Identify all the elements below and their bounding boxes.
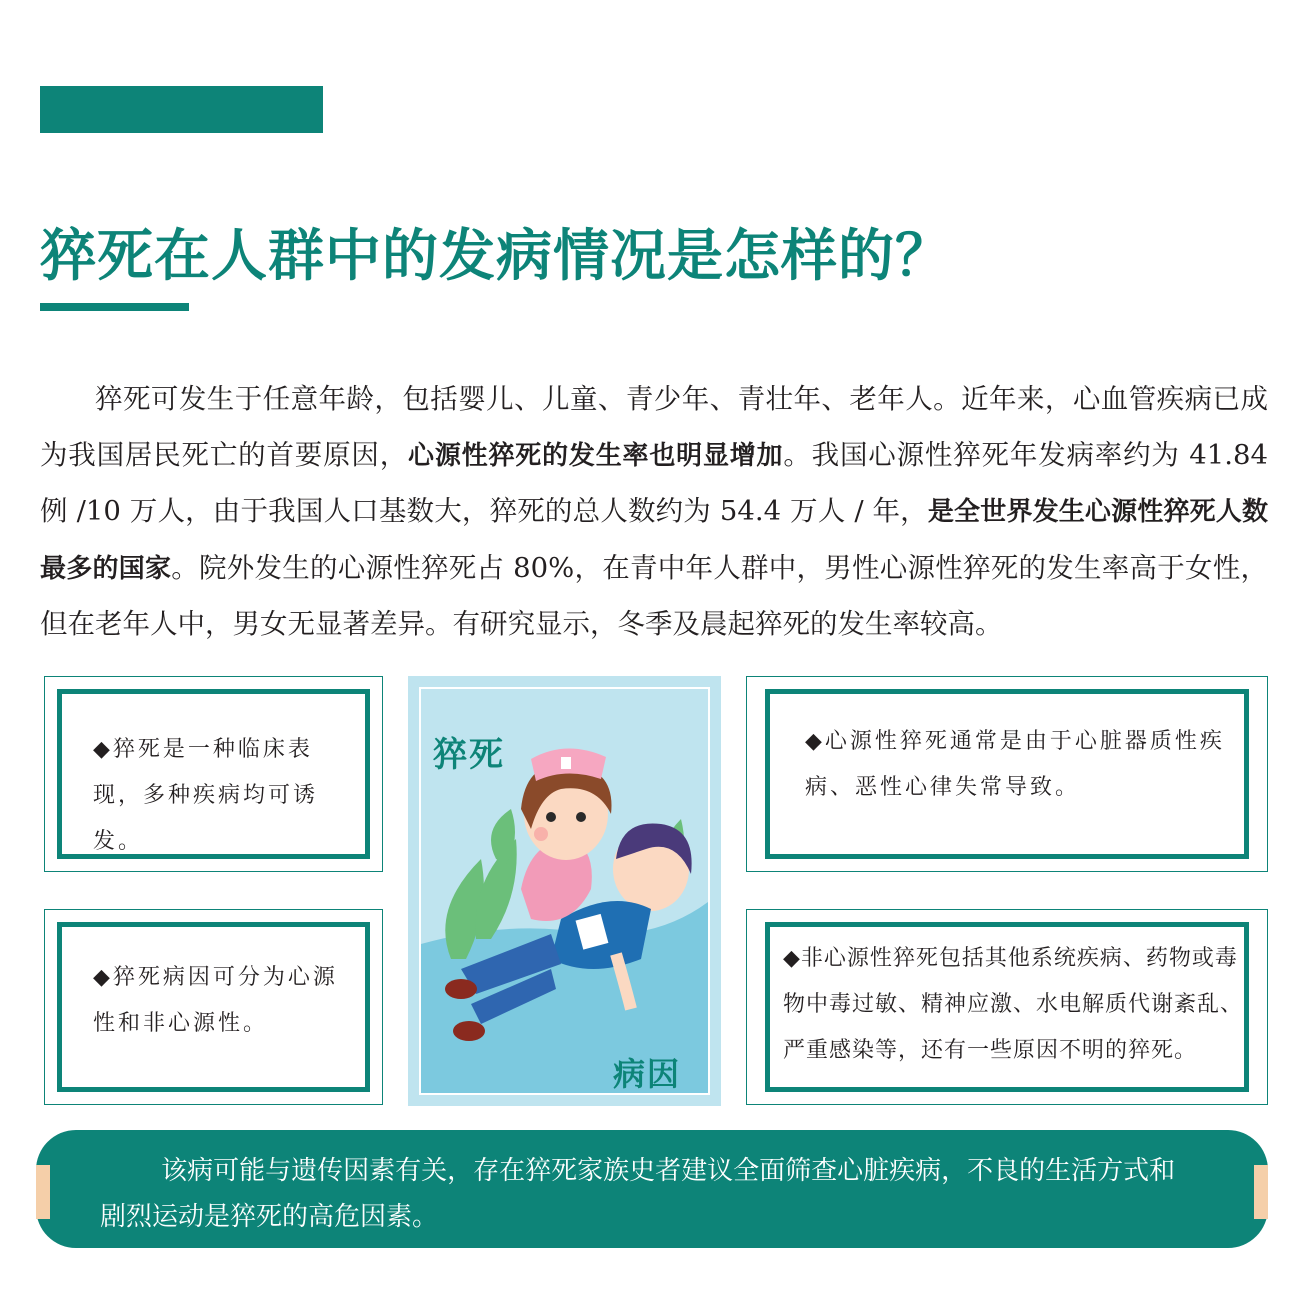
card-text-bottom-right: ◆非心源性猝死包括其他系统疾病、药物或毒物中毒过敏、精神应激、水电解质代谢紊乱、严重感染等，还有一些原因不明的猝死。 xyxy=(783,946,1244,1063)
info-card-bottom-left xyxy=(44,909,383,1105)
intro-text-2: 。我国心源性猝死年发病率约为 41.84 例 /10 万人，由于我国人口基数大，猝死的总人数约为 54.4 万人 / 年， xyxy=(40,438,1268,527)
banner-text: 该病可能与遗传因素有关，存在猝死家族史者建议全面筛查心脏疾病，不良的生活方式和剧烈运动是猝死的高危因素。 xyxy=(100,1156,1176,1232)
banner-tab-right xyxy=(1254,1165,1268,1219)
title-underline xyxy=(40,303,189,311)
intro-paragraph xyxy=(40,372,1268,653)
banner-tab-left xyxy=(36,1165,50,1219)
intro-highlight-2: 是全世界发生心源性猝死人数最多的国家 xyxy=(40,497,1268,584)
info-card-top-right xyxy=(746,676,1268,872)
info-card-top-left xyxy=(44,676,383,872)
illustration-panel xyxy=(408,676,721,1106)
card-text-bottom-left: ◆猝死病因可分为心源性和非心源性。 xyxy=(93,965,338,1036)
intro-text-3: 。院外发生的心源性猝死占 80%，在青中年人群中，男性心源性猝死的发生率高于女性，但在老年人中，男女无显著差异。有研究显示，冬季及晨起猝死的发生率较高。 xyxy=(40,551,1268,640)
illustration-frame xyxy=(419,687,710,1095)
nurse-figure xyxy=(521,748,612,921)
illustration-label-bottom: 病因 xyxy=(613,1055,682,1093)
card-text-top-left: ◆猝死是一种临床表现，多种疾病均可诱发。 xyxy=(93,737,319,854)
intro-highlight-1: 心源性猝死的发生率也明显增加 xyxy=(408,440,784,471)
info-card-bottom-right xyxy=(746,909,1268,1105)
page-title: 猝死在人群中的发病情况是怎样的？ xyxy=(40,224,952,289)
card-text-top-right: ◆心源性猝死通常是由于心脏器质性疾病、恶性心律失常导致。 xyxy=(805,729,1225,800)
top-accent-bar xyxy=(40,86,323,133)
intro-text-1: 猝死可发生于任意年龄，包括婴儿、儿童、青少年、青壮年、老年人。近年来，心血管疾病已成为我国居民死亡的首要原因， xyxy=(40,383,1268,471)
illustration-label-top: 猝死 xyxy=(433,735,505,775)
